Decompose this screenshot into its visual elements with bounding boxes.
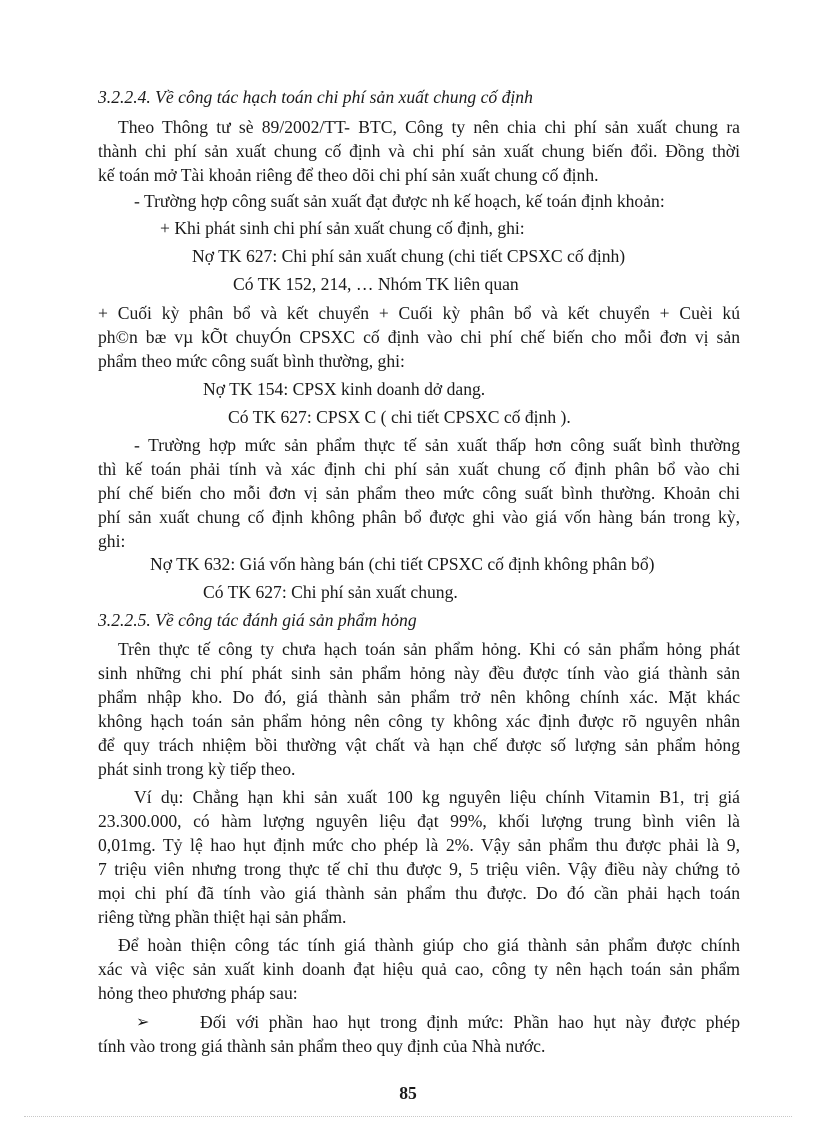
paragraph-line: phẩm nhập kho. Do đó, giá thành sản phẩm trở nên không chính xác. Mặt khác	[98, 687, 740, 707]
bullet-line: Đối với phần hao hụt trong định mức: Phần hao hụt này được phép	[200, 1012, 740, 1032]
paragraph-line: phí chế biến cho mỗi đơn vị sản phẩm theo mức công suất bình thường. Khoản chi	[98, 483, 740, 503]
paragraph-line: + Cuối kỳ phân bổ và kết chuyển + Cuối kỳ phân bổ và kết chuyển + Cuèi kú	[98, 303, 740, 323]
section-heading-3-2-2-4: 3.2.2.4. Về công tác hạch toán chi phí sản xuất chung cố định	[98, 87, 533, 107]
journal-entry-credit: Có TK 627: CPSX C ( chi tiết CPSXC cố định ).	[228, 407, 571, 427]
paragraph-line: 7 triệu viên nhưng trong thực tế chỉ thu được 9, 5 triệu viên. Vậy điều này chứng tỏ	[98, 859, 740, 879]
journal-entry-debit: Nợ TK 632: Giá vốn hàng bán (chi tiết CPSXC cố định không phân bổ)	[150, 554, 655, 574]
paragraph-line: 0,01mg. Tỷ lệ hao hụt định mức cho phép là 2%. Vậy sản phẩm thu được phải là 9,	[98, 835, 740, 855]
paragraph-line: riêng từng phần thiệt hại sản phẩm.	[98, 907, 347, 927]
journal-entry-debit: Nợ TK 627: Chi phí sản xuất chung (chi tiết CPSXC cố định)	[192, 246, 626, 266]
paragraph-line: Để hoàn thiện công tác tính giá thành giúp cho giá thành sản phẩm được chính	[118, 935, 740, 955]
paragraph-line: hỏng theo phương pháp sau:	[98, 983, 298, 1003]
paragraph-line: mọi chi phí đã tính vào giá thành sản phẩm thu được. Do đó cần phải hạch toán	[98, 883, 740, 903]
paragraph-line: 23.300.000, có hàm lượng nguyên liệu đạt 99%, khối lượng trung bình viên là	[98, 811, 740, 831]
journal-entry-credit: Có TK 152, 214, … Nhóm TK liên quan	[233, 274, 519, 294]
journal-entry-debit: Nợ TK 154: CPSX kinh doanh dở dang.	[203, 379, 486, 399]
paragraph-line: sinh những chi phí phát sinh sản phẩm hỏng này đều được tính vào giá thành sản	[98, 663, 740, 683]
paragraph-line: thành chi phí sản xuất chung cố định và chi phí sản xuất chung biến đổi. Đồng thời	[98, 141, 740, 161]
paragraph-line: phẩm theo mức công suất bình thường, ghi:	[98, 351, 405, 371]
journal-entry-credit: Có TK 627: Chi phí sản xuất chung.	[203, 582, 458, 602]
paragraph-line: để quy trách nhiệm bồi thường vật chất và hạn chế được số lượng sản phẩm hỏng	[98, 735, 740, 755]
bullet-line: tính vào trong giá thành sản phẩm theo quy định của Nhà nước.	[98, 1036, 546, 1056]
paragraph-line: kế toán mở Tài khoản riêng để theo dõi chi phí sản xuất chung cố định.	[98, 165, 599, 185]
paragraph-line: Theo Thông tư sè 89/2002/TT- BTC, Công ty nên chia chi phí sản xuất chung ra	[118, 117, 740, 137]
paragraph-line: ph©n bæ vµ kÕt chuyÓn CPSXC cố định vào chi phí chế biến cho mỗi đơn vị sản	[98, 327, 740, 347]
sub-case-line: + Khi phát sinh chi phí sản xuất chung cố định, ghi:	[160, 218, 525, 238]
section-heading-3-2-2-5: 3.2.2.5. Về công tác đánh giá sản phẩm hỏng	[98, 610, 417, 630]
paragraph-line: không hạch toán sản phẩm hỏng nên công ty không xác định được rõ nguyên nhân	[98, 711, 740, 731]
paragraph-line: phát sinh trong kỳ tiếp theo.	[98, 759, 296, 779]
paragraph-line: thì kế toán phải tính và xác định chi phí sản xuất chung cố định phân bổ vào chi	[98, 459, 740, 479]
paragraph-line: Ví dụ: Chẳng hạn khi sản xuất 100 kg nguyên liệu chính Vitamin B1, trị giá	[134, 787, 740, 807]
paragraph-line: phí sản xuất chung cố định không phân bổ được ghi vào giá vốn hàng bán trong kỳ,	[98, 507, 740, 527]
paragraph-line: - Trường hợp mức sản phẩm thực tế sản xuất thấp hơn công suất bình thường	[134, 435, 740, 455]
paragraph-line: ghi:	[98, 531, 126, 551]
arrow-bullet-icon: ➢	[136, 1014, 150, 1031]
page-number: 85	[399, 1083, 417, 1103]
paragraph-line: Trên thực tế công ty chưa hạch toán sản phẩm hỏng. Khi có sản phẩm hỏng phát	[118, 639, 740, 659]
paragraph-line: xác và việc sản xuất kinh doanh đạt hiệu quả cao, công ty nên hạch toán sản phẩm	[98, 959, 740, 979]
page-bottom-divider	[24, 1116, 792, 1117]
case-line: - Trường hợp công suất sản xuất đạt được nh kế hoạch, kế toán định khoản:	[134, 191, 665, 211]
